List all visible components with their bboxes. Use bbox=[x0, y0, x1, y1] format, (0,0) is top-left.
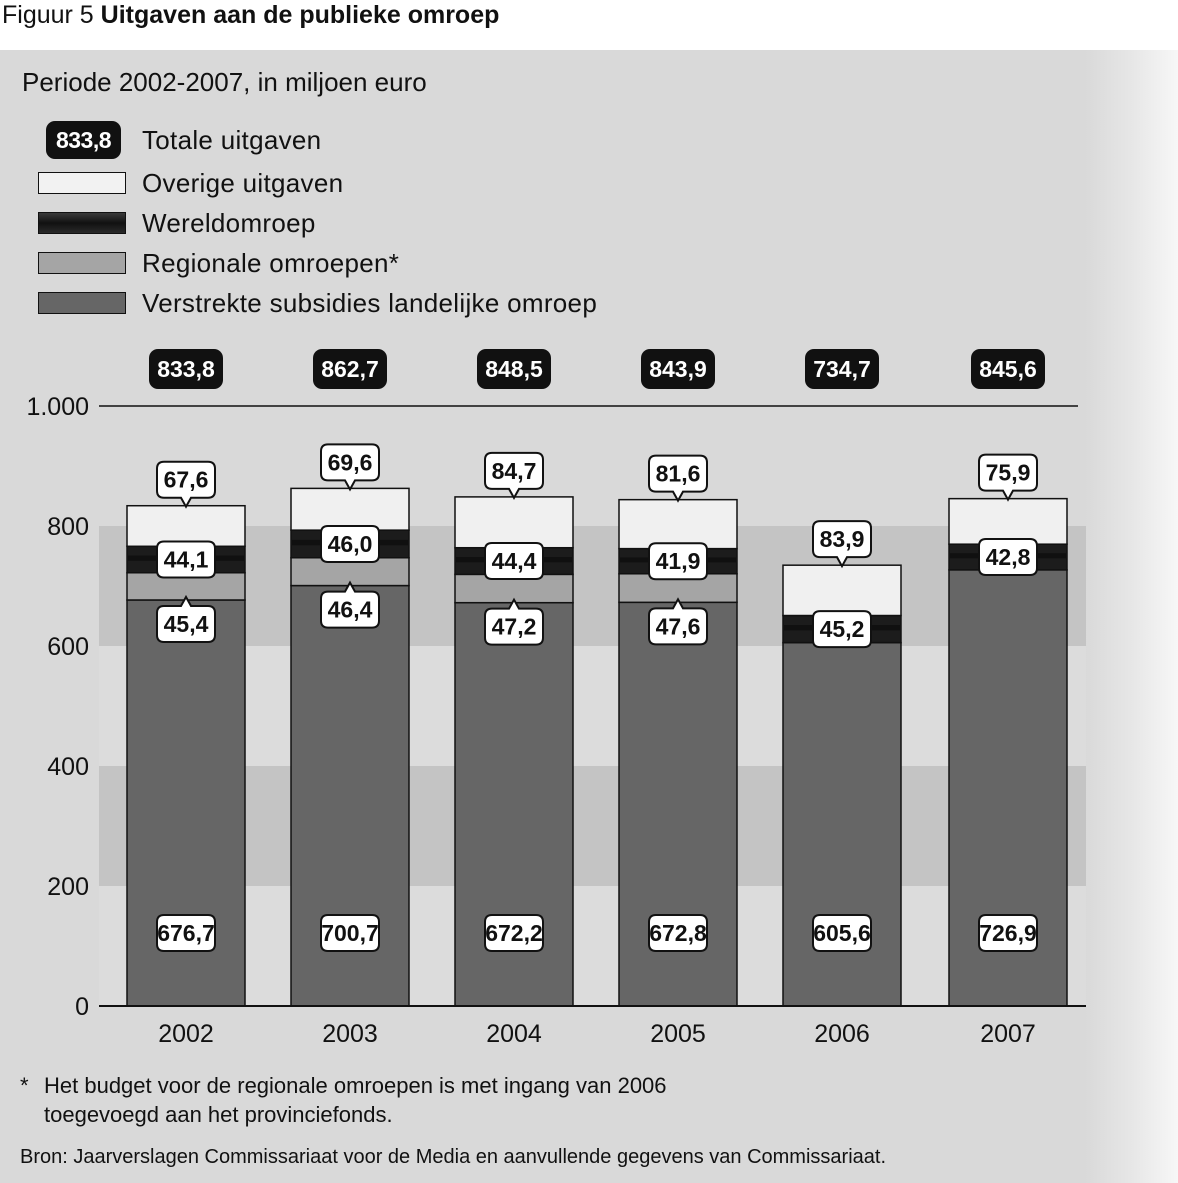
legend-label-wereld: Wereldomroep bbox=[142, 208, 316, 238]
data-label-overige bbox=[649, 456, 707, 501]
data-label-overige bbox=[485, 453, 543, 498]
total-badge bbox=[149, 349, 223, 389]
x-tick-label: 2003 bbox=[322, 1020, 378, 1048]
data-label-landelijk bbox=[157, 915, 215, 951]
data-label-landelijk bbox=[321, 915, 379, 951]
figure-number: Figuur 5 bbox=[2, 1, 94, 29]
data-label-regionaal-text: 46,4 bbox=[327, 596, 373, 623]
bar-segment-overige bbox=[783, 565, 901, 615]
legend-label-total: Totale uitgaven bbox=[142, 125, 322, 155]
footnote-marker: * bbox=[20, 1073, 29, 1098]
data-label-landelijk-text: 726,9 bbox=[979, 920, 1037, 946]
grid-band bbox=[99, 646, 1086, 766]
y-tick-label: 1.000 bbox=[26, 393, 89, 421]
data-label-landelijk-text: 672,2 bbox=[485, 920, 543, 946]
y-tick-label: 200 bbox=[47, 873, 89, 901]
data-label-overige bbox=[321, 444, 379, 489]
data-label-landelijk bbox=[649, 915, 707, 951]
y-tick-label: 0 bbox=[75, 993, 89, 1021]
total-badge bbox=[477, 349, 551, 389]
y-tick-label: 800 bbox=[47, 513, 89, 541]
grid-band bbox=[99, 886, 1086, 1006]
data-label-landelijk bbox=[813, 915, 871, 951]
data-label-wereld bbox=[979, 539, 1037, 575]
y-tick-label: 400 bbox=[47, 753, 89, 781]
figure-main-title: Uitgaven aan de publieke omroep bbox=[100, 1, 500, 29]
data-label-landelijk-text: 700,7 bbox=[321, 920, 379, 946]
data-label-landelijk-text: 672,8 bbox=[649, 920, 707, 946]
x-tick-label: 2002 bbox=[158, 1020, 214, 1048]
data-label-wereld bbox=[813, 611, 871, 647]
chart-subtitle: Periode 2002-2007, in miljoen euro bbox=[22, 67, 427, 97]
data-label-overige-text: 84,7 bbox=[491, 457, 537, 484]
data-label-wereld bbox=[321, 526, 379, 562]
data-label-regionaal-text: 45,4 bbox=[163, 610, 209, 637]
total-badge-text: 843,9 bbox=[649, 356, 707, 382]
total-badge-text: 862,7 bbox=[321, 356, 379, 382]
data-label-overige bbox=[979, 455, 1037, 500]
total-badge bbox=[313, 349, 387, 389]
total-badge-text: 734,7 bbox=[813, 356, 871, 382]
bar-segment-overige bbox=[619, 500, 737, 549]
total-badge-text: 833,8 bbox=[157, 356, 215, 382]
x-tick-label: 2005 bbox=[650, 1020, 706, 1048]
data-label-wereld bbox=[649, 543, 707, 579]
grid-band bbox=[99, 766, 1086, 886]
total-badge-text: 845,6 bbox=[979, 356, 1037, 382]
legend-label-overige: Overige uitgaven bbox=[142, 168, 344, 198]
legend-label-landelijk: Verstrekte subsidies landelijke omroep bbox=[142, 288, 598, 318]
bar-segment-overige bbox=[455, 497, 573, 548]
data-label-overige bbox=[157, 462, 215, 507]
source-note: Bron: Jaarverslagen Commissariaat voor de Media en aanvullende gegevens van Commissariaat. bbox=[20, 1146, 886, 1168]
data-label-wereld bbox=[157, 542, 215, 578]
footnote-text: Het budget voor de regionale omroepen is met ingang van 2006 toegevoegd aan het provinciefonds. bbox=[44, 1073, 667, 1127]
x-tick-label: 2006 bbox=[814, 1020, 870, 1048]
data-label-wereld-text: 41,9 bbox=[655, 548, 701, 575]
data-label-overige-text: 81,6 bbox=[655, 460, 701, 487]
grid-band bbox=[99, 526, 1086, 646]
data-label-landelijk bbox=[979, 915, 1037, 951]
data-label-wereld-text: 44,4 bbox=[491, 548, 537, 575]
data-label-overige-text: 75,9 bbox=[985, 459, 1031, 486]
data-label-wereld-text: 44,1 bbox=[163, 546, 209, 573]
x-tick-label: 2007 bbox=[980, 1020, 1036, 1048]
data-label-wereld-text: 46,0 bbox=[327, 530, 373, 557]
legend-label-regionaal: Regionale omroepen* bbox=[142, 248, 400, 278]
data-label-wereld bbox=[485, 543, 543, 579]
x-tick-label: 2004 bbox=[486, 1020, 542, 1048]
data-label-landelijk-text: 605,6 bbox=[813, 920, 871, 946]
total-badge bbox=[971, 349, 1045, 389]
data-label-overige-text: 83,9 bbox=[819, 526, 865, 553]
data-label-regionaal-text: 47,6 bbox=[655, 613, 701, 640]
legend-total-badge: 833,8 bbox=[46, 121, 121, 159]
data-label-regionaal-text: 47,2 bbox=[491, 613, 537, 640]
total-badge bbox=[805, 349, 879, 389]
y-tick-label: 600 bbox=[47, 633, 89, 661]
data-label-wereld-text: 45,2 bbox=[819, 616, 865, 643]
bar-segment-overige bbox=[949, 499, 1067, 545]
data-label-overige-text: 69,6 bbox=[327, 449, 373, 476]
total-badge bbox=[641, 349, 715, 389]
data-label-landelijk bbox=[485, 915, 543, 951]
bar-segment-overige bbox=[291, 488, 409, 530]
data-label-landelijk-text: 676,7 bbox=[157, 920, 215, 946]
data-label-wereld-text: 42,8 bbox=[985, 544, 1031, 571]
bar-segment-overige bbox=[127, 506, 245, 547]
data-label-overige-text: 67,6 bbox=[163, 466, 209, 493]
total-badge-text: 848,5 bbox=[485, 356, 543, 382]
